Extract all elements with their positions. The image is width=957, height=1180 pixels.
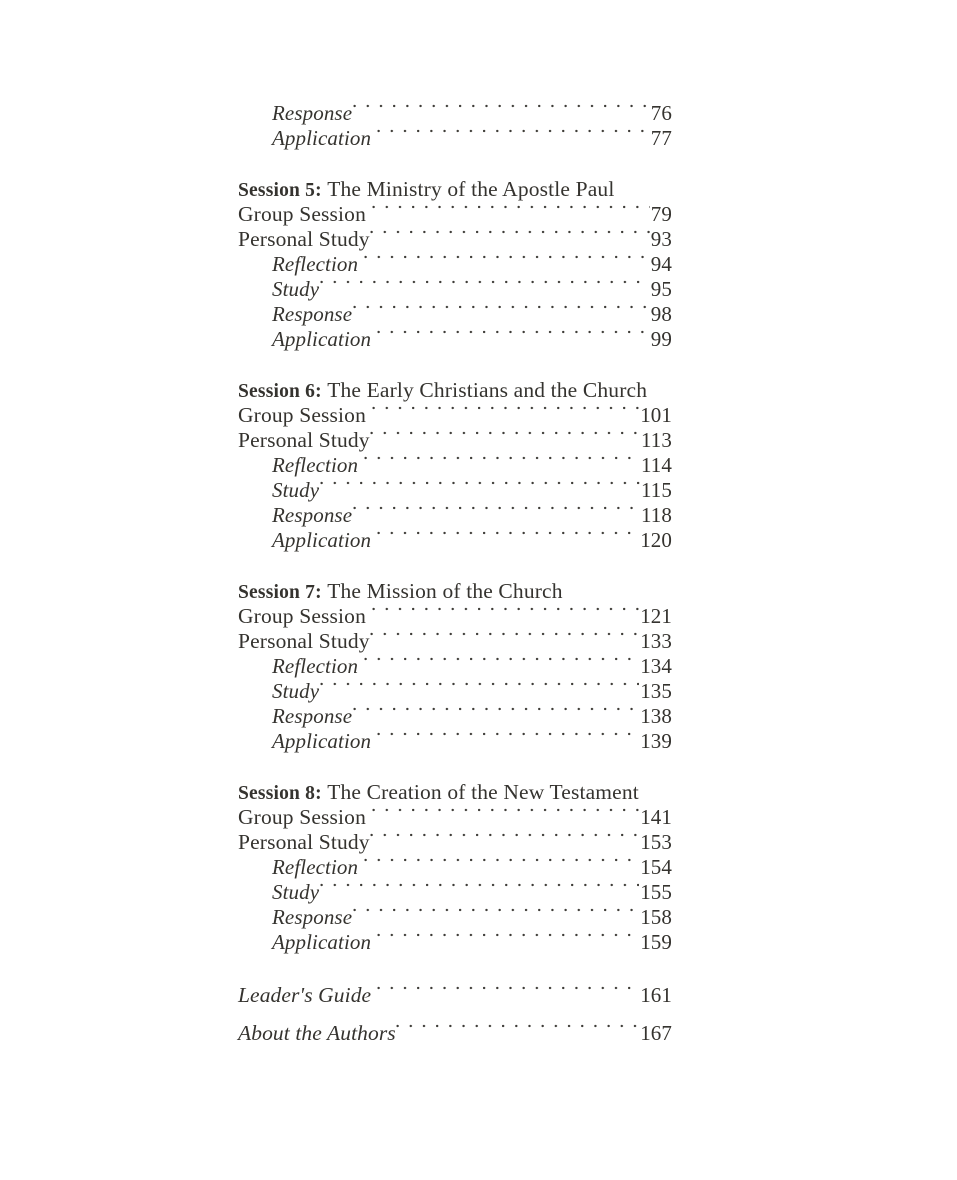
toc-entry-page-number: 93	[650, 227, 672, 251]
toc-entry[interactable]	[238, 227, 672, 252]
toc-entry-page-number: 139	[640, 729, 672, 753]
session-heading[interactable]	[238, 780, 672, 805]
toc-entry-label: Group Session	[238, 202, 366, 226]
toc-entry[interactable]	[272, 327, 672, 352]
toc-entry-label: Reflection	[272, 252, 359, 276]
toc-entry[interactable]	[272, 855, 672, 880]
toc-entry[interactable]	[272, 905, 672, 930]
dot-leader	[353, 505, 640, 522]
toc-entry[interactable]	[238, 1021, 672, 1059]
dot-leader	[372, 204, 650, 221]
dot-leader	[396, 1023, 639, 1040]
toc-entry-label: Response	[272, 101, 353, 125]
back-matter-spacer	[238, 955, 672, 983]
toc-entry[interactable]	[238, 403, 672, 428]
toc-entry-label: Study	[272, 679, 320, 703]
toc-entry-label: Leader's Guide	[238, 983, 372, 1007]
toc-entry[interactable]	[272, 930, 672, 955]
dot-leader	[364, 455, 640, 472]
toc-entry-page-number: 133	[640, 629, 672, 653]
toc-entry[interactable]	[272, 880, 672, 905]
dot-leader	[377, 932, 639, 949]
toc-entry[interactable]	[238, 805, 672, 830]
toc-entry-page-number: 161	[640, 983, 672, 1007]
session-heading[interactable]	[238, 378, 672, 403]
session-number-label: Session 6:	[238, 381, 322, 402]
toc-entry[interactable]	[272, 302, 672, 327]
toc-entry[interactable]	[272, 101, 672, 126]
toc-entry-label: Response	[272, 302, 353, 326]
dot-leader	[364, 656, 639, 673]
toc-entry-label: About the Authors	[238, 1021, 396, 1045]
dot-leader	[372, 405, 639, 422]
dot-leader	[377, 731, 639, 748]
toc-entry-label: Study	[272, 880, 320, 904]
toc-entry[interactable]	[238, 629, 672, 654]
dot-leader	[320, 480, 640, 497]
toc-entry-label: Group Session	[238, 604, 366, 628]
toc-entry-page-number: 155	[640, 880, 672, 904]
toc-entry[interactable]	[272, 654, 672, 679]
dot-leader	[320, 681, 640, 698]
toc-entry-page-number: 138	[640, 704, 672, 728]
toc-continued-group	[238, 101, 672, 151]
toc-entry[interactable]	[272, 277, 672, 302]
session-entry-group	[238, 805, 672, 955]
toc-entry-label: Group Session	[238, 805, 366, 829]
toc-entry-page-number: 154	[640, 855, 672, 879]
toc-entry[interactable]	[238, 983, 672, 1021]
dot-leader	[320, 279, 650, 296]
toc-entry-label: Application	[272, 930, 372, 954]
toc-entry-page-number: 118	[640, 503, 672, 527]
dot-leader	[377, 985, 639, 1002]
toc-entry-label: Response	[272, 704, 353, 728]
dot-leader	[353, 907, 640, 924]
dot-leader	[372, 807, 639, 824]
session-heading[interactable]	[238, 579, 672, 604]
toc-entry[interactable]	[272, 729, 672, 754]
toc-entry-label: Personal Study	[238, 830, 370, 854]
session-number-label: Session 7:	[238, 582, 322, 603]
session-heading[interactable]	[238, 177, 672, 202]
toc-entry-page-number: 98	[650, 302, 672, 326]
session-entry-group	[238, 604, 672, 754]
toc-entry[interactable]	[272, 704, 672, 729]
toc-entry-label: Group Session	[238, 403, 366, 427]
toc-entry-page-number: 153	[640, 830, 672, 854]
toc-entry-label: Application	[272, 327, 372, 351]
session-entry-group	[238, 202, 672, 352]
dot-leader	[377, 530, 639, 547]
toc-entry-page-number: 121	[640, 604, 672, 628]
toc-entry-label: Study	[272, 478, 320, 502]
dot-leader	[320, 882, 640, 899]
toc-entry[interactable]	[272, 126, 672, 151]
dot-leader	[370, 832, 639, 849]
toc-entry-page-number: 94	[650, 252, 672, 276]
toc-entry-page-number: 141	[640, 805, 672, 829]
toc-entry-label: Reflection	[272, 855, 359, 879]
dot-leader	[353, 706, 640, 723]
toc-entry[interactable]	[238, 202, 672, 227]
toc-entry-label: Response	[272, 503, 353, 527]
toc-entry-label: Response	[272, 905, 353, 929]
table-of-contents	[238, 101, 672, 1059]
session-title: The Mission of the Church	[327, 579, 563, 603]
dot-leader	[370, 430, 640, 447]
dot-leader	[370, 229, 650, 246]
session-title: The Ministry of the Apostle Paul	[327, 177, 615, 201]
toc-entry-label: Reflection	[272, 654, 359, 678]
toc-entry-label: Reflection	[272, 453, 359, 477]
toc-entry[interactable]	[272, 679, 672, 704]
toc-entry-page-number: 114	[640, 453, 672, 477]
dot-leader	[370, 631, 639, 648]
dot-leader	[364, 254, 650, 271]
toc-entry-page-number: 159	[640, 930, 672, 954]
dot-leader	[372, 606, 639, 623]
toc-entry-label: Personal Study	[238, 227, 370, 251]
toc-entry-page-number: 99	[650, 327, 672, 351]
toc-entry-label: Personal Study	[238, 428, 370, 452]
toc-entry-page-number: 135	[640, 679, 672, 703]
toc-entry-page-number: 77	[650, 126, 672, 150]
toc-entry-label: Application	[272, 528, 372, 552]
back-matter-group	[238, 983, 672, 1059]
dot-leader	[353, 304, 650, 321]
toc-entry-page-number: 158	[640, 905, 672, 929]
toc-entry[interactable]	[238, 830, 672, 855]
dot-leader	[377, 128, 650, 145]
toc-entry-label: Application	[272, 126, 372, 150]
toc-entry-page-number: 134	[640, 654, 672, 678]
session-entry-group	[238, 403, 672, 553]
toc-entry-page-number: 120	[640, 528, 672, 552]
toc-entry[interactable]	[272, 528, 672, 553]
toc-entry[interactable]	[272, 503, 672, 528]
toc-entry[interactable]	[272, 252, 672, 277]
toc-entry[interactable]	[272, 478, 672, 503]
session-title: The Creation of the New Testament	[327, 780, 639, 804]
toc-entry-page-number: 113	[640, 428, 672, 452]
session-number-label: Session 8:	[238, 783, 322, 804]
toc-entry-page-number: 115	[640, 478, 672, 502]
dot-leader	[353, 103, 650, 120]
toc-entry-label: Personal Study	[238, 629, 370, 653]
toc-entry-page-number: 101	[640, 403, 672, 427]
dot-leader	[377, 329, 650, 346]
toc-entry-page-number: 95	[650, 277, 672, 301]
toc-entry[interactable]	[238, 428, 672, 453]
toc-entry-page-number: 79	[650, 202, 672, 226]
toc-entry-label: Study	[272, 277, 320, 301]
toc-entry-page-number: 167	[640, 1021, 672, 1045]
toc-entry-label: Application	[272, 729, 372, 753]
toc-entry[interactable]	[272, 453, 672, 478]
session-number-label: Session 5:	[238, 180, 322, 201]
session-title: The Early Christians and the Church	[327, 378, 648, 402]
toc-entry[interactable]	[238, 604, 672, 629]
dot-leader	[364, 857, 639, 874]
toc-entry-page-number: 76	[650, 101, 672, 125]
